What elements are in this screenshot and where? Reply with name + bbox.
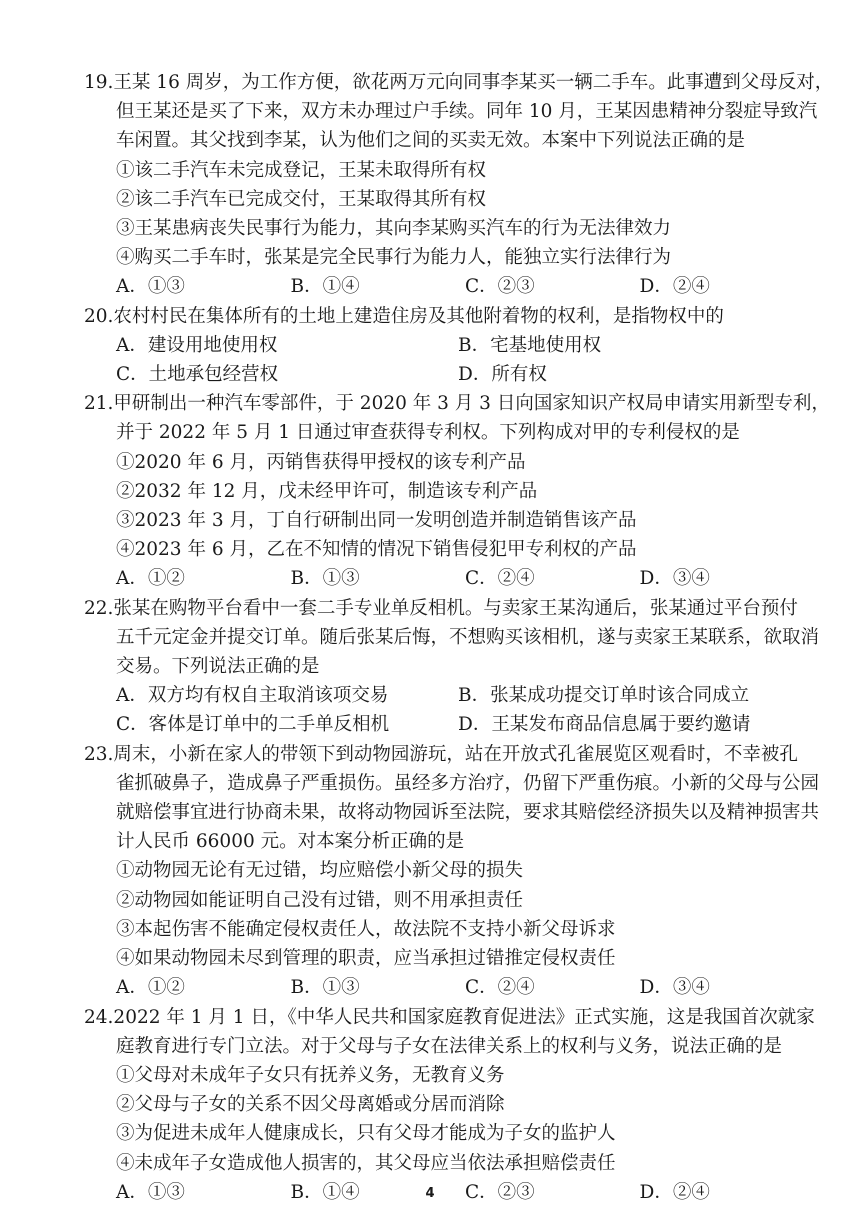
question-22 bbox=[84, 594, 820, 740]
option-d: D．②④ bbox=[639, 1181, 710, 1203]
question-stem-line: 22.张某在购物平台看中一套二手专业单反相机。与卖家王某沟通后，张某通过平台预付 bbox=[84, 597, 798, 619]
question-stem-line: 交易。下列说法正确的是 bbox=[116, 656, 320, 678]
option-d: D．②④ bbox=[639, 276, 710, 298]
question-stem-line: 庭教育进行专门立法。对于父母与子女在法律关系上的权利与义务，说法正确的是 bbox=[116, 1035, 783, 1057]
statement-item: ③王某患病丧失民事行为能力，其向李某购买汽车的行为无法律效力 bbox=[116, 218, 672, 240]
option-c: C．②④ bbox=[465, 568, 535, 590]
page-number: 4 bbox=[425, 1186, 435, 1201]
question-stem-line: 雀抓破鼻子，造成鼻子严重损伤。虽经多方治疗，仍留下严重伤痕。小新的父母与公园 bbox=[116, 772, 820, 794]
option-b: B．①④ bbox=[290, 1181, 360, 1203]
option-c: C．②③ bbox=[465, 276, 535, 298]
option-c: C．②④ bbox=[465, 977, 535, 999]
question-list bbox=[84, 68, 834, 1207]
question-stem-line: 但王某还是买了下来，双方未办理过户手续。同年 10 月，王某因患精神分裂症导致汽 bbox=[116, 101, 818, 123]
option-a: A．建设用地使用权 bbox=[116, 334, 278, 356]
question-stem-line: 20.农村村民在集体所有的土地上建造住房及其他附着物的权利，是指物权中的 bbox=[84, 305, 724, 327]
option-d: D．王某发布商品信息属于要约邀请 bbox=[458, 714, 751, 736]
statement-item: ③2023 年 3 月，丁自行研制出同一发明创造并制造销售该产品 bbox=[116, 510, 637, 532]
question-stem-line: 23.周末，小新在家人的带领下到动物园游玩，站在开放式孔雀展览区观看时，不幸被孔 bbox=[84, 743, 798, 765]
question-stem-line: 21.甲研制出一种汽车零部件，于 2020 年 3 月 3 日向国家知识产权局申请实用新型专利， bbox=[84, 393, 830, 415]
option-a: A．双方均有权自主取消该项交易 bbox=[116, 685, 389, 707]
question-20 bbox=[84, 302, 814, 390]
option-b: B．①③ bbox=[290, 977, 360, 999]
option-b: B．①③ bbox=[290, 568, 360, 590]
question-stem-line: 19.王某 16 周岁，为工作方便，欲花两万元向同事李某买一辆二手车。此事遭到父母反对， bbox=[84, 72, 834, 93]
question-24 bbox=[84, 1003, 814, 1207]
option-a: A．①② bbox=[116, 568, 185, 590]
answer-options bbox=[84, 272, 814, 301]
statement-item: ①该二手汽车未完成登记，王某未取得所有权 bbox=[116, 159, 487, 181]
statement-item: ①2020 年 6 月，丙销售获得甲授权的该专利产品 bbox=[116, 451, 526, 473]
question-21 bbox=[84, 389, 830, 593]
option-a: A．①③ bbox=[116, 1181, 185, 1203]
statement-item: ④购买二手车时，张某是完全民事行为能力人，能独立实行法律行为 bbox=[116, 247, 672, 269]
answer-options-row bbox=[84, 360, 814, 389]
statement-item: ③为促进未成年人健康成长，只有父母才能成为子女的监护人 bbox=[116, 1123, 616, 1145]
question-stem-line: 计人民币 66000 元。对本案分析正确的是 bbox=[116, 831, 465, 853]
question-stem-line: 就赔偿事宜进行协商未果，故将动物园诉至法院，要求其赔偿经济损失以及精神损害共 bbox=[116, 802, 820, 824]
option-c: C．客体是订单中的二手单反相机 bbox=[116, 714, 390, 736]
statement-item: ②该二手汽车已完成交付，王某取得其所有权 bbox=[116, 188, 487, 210]
question-stem-line: 五千元定金并提交订单。随后张某后悔，不想购买该相机，遂与卖家王某联系，欲取消 bbox=[116, 626, 820, 648]
option-a: A．①③ bbox=[116, 276, 185, 298]
option-a: A．①② bbox=[116, 977, 185, 999]
option-b: B．宅基地使用权 bbox=[458, 334, 602, 356]
option-c: C．②③ bbox=[465, 1181, 535, 1203]
question-19 bbox=[84, 68, 834, 302]
option-d: D．③④ bbox=[639, 977, 710, 999]
statement-item: ④未成年子女造成他人损害的，其父母应当依法承担赔偿责任 bbox=[116, 1152, 616, 1174]
statement-item: ③本起伤害不能确定侵权责任人，故法院不支持小新父母诉求 bbox=[116, 918, 616, 940]
question-stem-line: 车闲置。其父找到李某，认为他们之间的买卖无效。本案中下列说法正确的是 bbox=[116, 130, 746, 152]
statement-item: ②2032 年 12 月，戊未经甲许可，制造该专利产品 bbox=[116, 480, 538, 502]
option-b: B．①④ bbox=[290, 276, 360, 298]
statement-item: ④如果动物园未尽到管理的职责，应当承担过错推定侵权责任 bbox=[116, 948, 616, 970]
option-b: B．张某成功提交订单时该合同成立 bbox=[458, 685, 750, 707]
answer-options-row bbox=[84, 681, 814, 710]
option-d: D．③④ bbox=[639, 568, 710, 590]
answer-options bbox=[84, 564, 814, 593]
question-23 bbox=[84, 740, 820, 1003]
answer-options bbox=[84, 973, 814, 1002]
answer-options-row bbox=[84, 331, 814, 360]
statement-item: ①动物园无论有无过错，均应赔偿小新父母的损失 bbox=[116, 860, 524, 882]
question-stem-line: 24.2022 年 1 月 1 日，《中华人民共和国家庭教育促进法》正式实施，这是我国首次就家 bbox=[84, 1006, 815, 1028]
statement-item: ②父母与子女的关系不因父母离婚或分居而消除 bbox=[116, 1094, 505, 1116]
option-d: D．所有权 bbox=[458, 364, 547, 386]
answer-options-row bbox=[84, 710, 814, 739]
statement-item: ④2023 年 6 月，乙在不知情的情况下销售侵犯甲专利权的产品 bbox=[116, 539, 637, 561]
question-stem-line: 并于 2022 年 5 月 1 日通过审查获得专利权。下列构成对甲的专利侵权的是 bbox=[116, 422, 740, 444]
option-c: C．土地承包经营权 bbox=[116, 364, 279, 386]
statement-item: ②动物园如能证明自己没有过错，则不用承担责任 bbox=[116, 889, 524, 911]
statement-item: ①父母对未成年子女只有抚养义务，无教育义务 bbox=[116, 1064, 505, 1086]
